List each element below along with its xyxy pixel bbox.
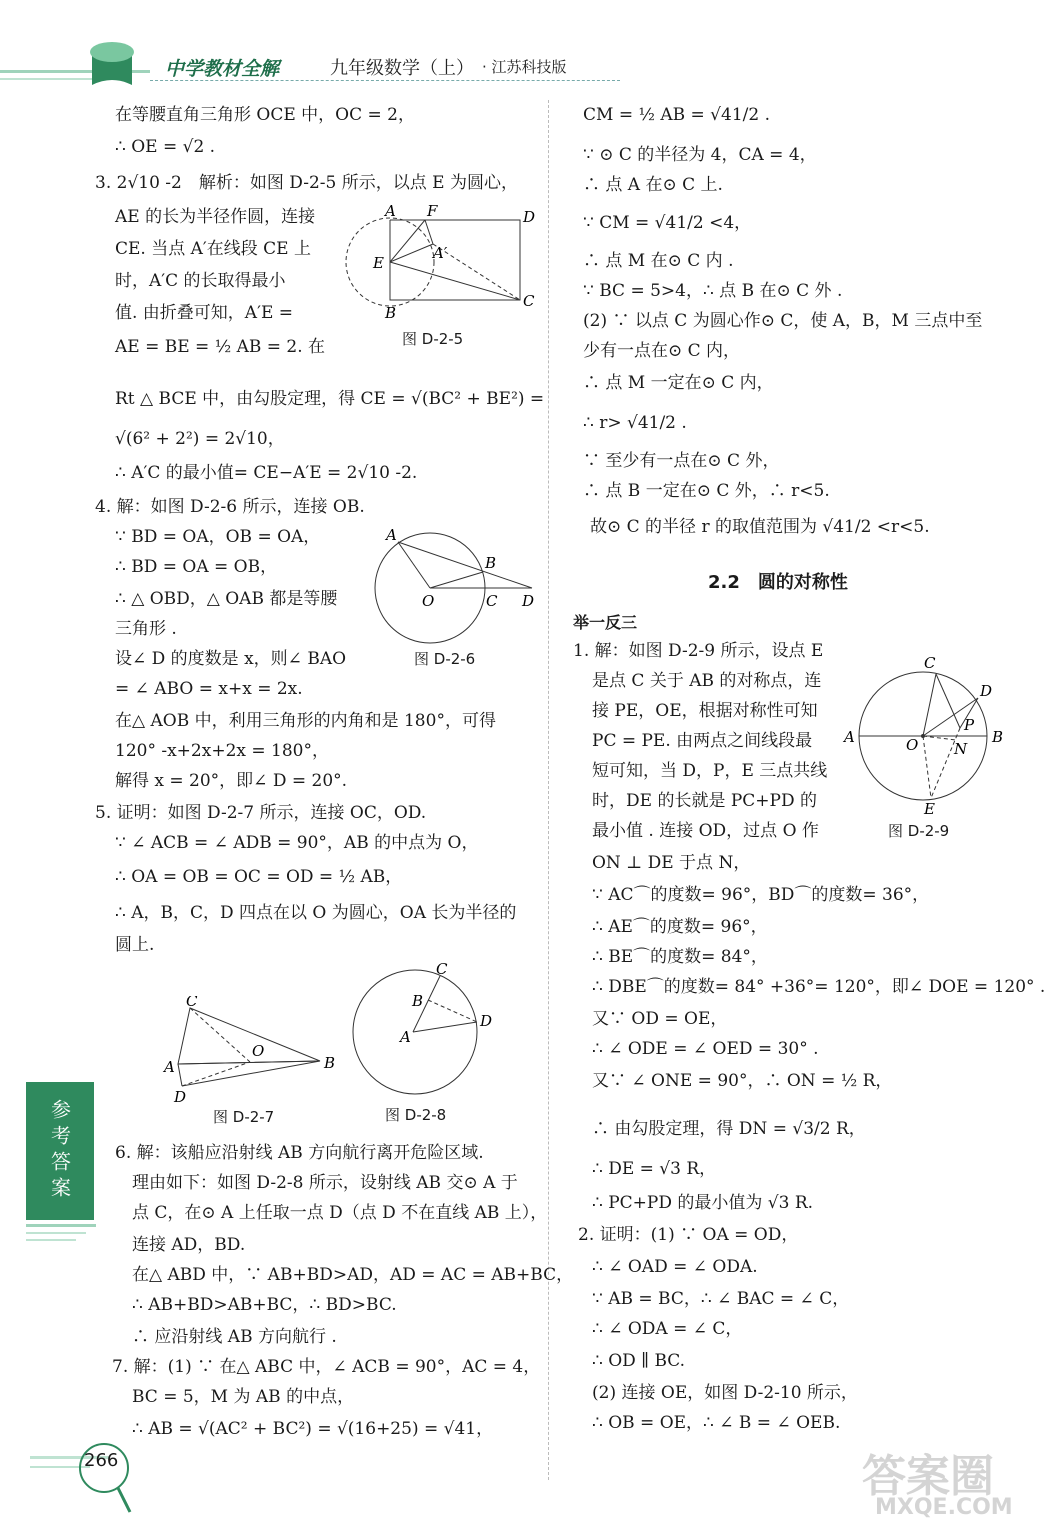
text-line: ∴ AE⌒的度数= 96°， [592,917,768,937]
text-line: 时，A′C 的长取得最小 [115,271,286,291]
fig-label: C [436,960,448,978]
text-line: 时，DE 的长就是 PC+PD 的 [592,791,818,811]
text-line: AE 的长为半径作圆，连接 [115,207,316,227]
figure-caption: 图 D-2-9 [888,822,950,840]
figure-caption: 图 D-2-7 [213,1108,275,1126]
fig-label: C [523,292,535,310]
page-number: 266 [84,1450,119,1471]
watermark-url: MXQE.COM [875,1495,1013,1520]
fig-label: O [252,1042,265,1060]
text-line: (2) ∵ 以点 C 为圆心作⊙ C，使 A，B，M 三点中至 [583,311,983,331]
text-line: 3. 2√10 -2 解析：如图 D-2-5 所示，以点 E 为圆心， [95,173,518,193]
side-tab-stripes-icon [26,1222,96,1246]
text-line: 7. 解：(1) ∵ 在△ ABC 中，∠ ACB = 90°，AC = 4， [112,1357,541,1377]
text-line: 故⊙ C 的半径 r 的取值范围为 √41/2 <r<5. [590,517,930,537]
figure-d-2-6 [370,520,545,650]
text-line: 解得 x = 20°，即∠ D = 20°. [115,771,348,791]
fig-label: A [400,1028,411,1046]
fig-label: B [324,1054,336,1072]
text-line: 圆上. [115,935,155,955]
header-rule [150,80,620,81]
side-tab-answers: 参考答案 [26,1082,94,1220]
text-line: 值. 由折叠可知，A′E = [115,303,294,323]
fig-label: F [427,202,438,220]
text-line: 理由如下：如图 D-2-8 所示，设射线 AB 交⊙ A 于 [132,1173,518,1193]
text-line: ∵ AB = BC，∴ ∠ BAC = ∠ C， [592,1289,850,1309]
text-line: ∴ OD ∥ BC. [592,1351,686,1371]
text-line: 最小值 . 连接 OD，过点 O 作 [592,821,819,841]
text-line: ∵ CM = √41/2 <4， [583,213,752,233]
text-line: 三角形 . [115,619,177,639]
text-line: Rt △ BCE 中，由勾股定理，得 CE = √(BC² + BE²) = [115,389,545,409]
fig-label: N [954,740,968,758]
edition-label: · 江苏科技版 [482,58,567,76]
fig-label: B [485,554,497,572]
fig-label: D [980,682,993,700]
text-line: ∵ BC = 5>4，∴ 点 B 在⊙ C 外 . [583,281,843,301]
text-line: = ∠ ABO = x+x = 2x. [115,679,303,699]
text-line: CE. 当点 A′在线段 CE 上 [115,239,311,259]
figure-d-2-7 [160,996,340,1106]
fig-label: E [924,800,935,818]
figure-d-2-9 [838,650,1038,820]
text-line: ∴ AB = √(AC² + BC²) = √(16+25) = √41， [132,1419,494,1439]
text-line: 6. 解：该船应沿射线 AB 方向航行离开危险区域. [115,1143,484,1163]
text-line: 4. 解：如图 D-2-6 所示，连接 OB. [95,497,365,517]
text-line: ∴ OE = √2 . [115,137,216,157]
text-line: 在△ AOB 中，利用三角形的内角和是 180°，可得 [115,711,496,731]
text-line: ∴ DBE⌒的度数= 84° +36°= 120°，即∠ DOE = 120° . [592,977,1046,997]
text-line: 又∵ OD = OE， [592,1009,728,1029]
fig-label: D [523,208,536,226]
watermark-logo: 答案圈 [862,1451,994,1502]
text-line: 5. 证明：如图 D-2-7 所示，连接 OC，OD. [95,803,427,823]
text-line: ∵ 至少有一点在⊙ C 外， [583,451,780,471]
fig-label: B [412,992,424,1010]
text-line: 点 C，在⊙ A 上任取一点 D（点 D 不在直线 AB 上）， [132,1203,548,1223]
sub-title: 举一反三 [573,613,638,632]
text-line: ∴ PC+PD 的最小值为 √3 R. [592,1193,814,1213]
text-line: PC = PE. 由两点之间线段最 [592,731,813,751]
text-line: ∴ r> √41/2 . [583,413,687,433]
text-line: 又∵ ∠ ONE = 90°，∴ ON = ½ R， [592,1071,893,1091]
figure-caption: 图 D-2-6 [414,650,476,668]
text-line: ∴ BD = OA = OB， [115,557,278,577]
text-line: BC = 5，M 为 AB 的中点， [132,1387,355,1407]
text-line: ∴ 点 M 一定在⊙ C 内， [583,373,774,393]
fig-label: O [906,736,919,754]
fig-label: A [385,202,396,220]
text-line: ∴ DE = √3 R， [592,1159,717,1179]
text-line: 是点 C 关于 AB 的对称点，连 [592,671,822,691]
text-line: ∴ △ OBD，△ OAB 都是等腰 [115,589,338,609]
text-line: ∴ ∠ ODA = ∠ C， [592,1319,743,1339]
fig-label: A [386,526,397,544]
text-line: ∴ OA = OB = OC = OD = ½ AB， [115,867,403,887]
figure-d-2-8 [350,960,520,1100]
figure-caption: 图 D-2-8 [385,1106,447,1124]
text-line: ∴ 点 B 一定在⊙ C 外，∴ r<5. [583,481,830,501]
text-line: √(6² + 2²) = 2√10， [115,429,285,449]
text-line: ∴ 应沿射线 AB 方向航行 . [132,1327,337,1347]
fig-label: B [992,728,1004,746]
fig-label: P [964,716,975,734]
subject-label: 九年级数学（上） [330,58,474,79]
text-line: ∴ AB+BD>AB+BC，∴ BD>BC. [132,1295,397,1315]
book-title: 中学教材全解 [165,58,280,80]
text-line: 连接 AD，BD. [132,1235,246,1255]
text-line: ∴ A′C 的最小值= CE−A′E = 2√10 -2. [115,463,418,483]
fig-label: A [164,1058,175,1076]
text-line: 接 PE，OE，根据对称性可知 [592,701,818,721]
text-line: ∴ 点 A 在⊙ C 上. [583,175,723,195]
fig-label: A′ [433,244,448,262]
page-header [0,0,1048,100]
text-line: ∴ BE⌒的度数= 84°， [592,947,768,967]
text-line: ∵ AC⌒的度数= 96°，BD⌒的度数= 36°， [592,885,930,905]
fig-label: D [480,1012,493,1030]
text-line: ON ⊥ DE 于点 N， [592,853,751,873]
fig-label: D [174,1088,187,1106]
fig-label: D [522,592,535,610]
text-line: 短可知，当 D，P，E 三点共线 [592,761,828,781]
text-line: ∴ ∠ OAD = ∠ ODA. [592,1257,758,1277]
text-line: ∵ ⊙ C 的半径为 4，CA = 4， [583,145,817,165]
text-line: ∴ A，B，C，D 四点在以 O 为圆心，OA 长为半径的 [115,903,517,923]
fig-label: B [385,304,397,322]
book-logo-icon [0,30,160,100]
text-line: 在等腰直角三角形 OCE 中，OC = 2， [115,105,415,125]
text-line: 设∠ D 的度数是 x，则∠ BAO [115,649,347,669]
text-line: AE = BE = ½ AB = 2. 在 [115,337,326,357]
text-line: ∵ ∠ ACB = ∠ ADB = 90°，AB 的中点为 O， [115,833,479,853]
fig-label: E [373,254,384,272]
text-line: ∴ 由勾股定理，得 DN = √3/2 R， [592,1119,866,1139]
text-line: (2) 连接 OE，如图 D-2-10 所示， [592,1383,858,1403]
section-title: 2.2 圆的对称性 [708,572,848,593]
fig-label: C [924,654,936,672]
figure-caption: 图 D-2-5 [402,330,464,348]
text-line: 在△ ABD 中，∵ AB+BD>AD，AD = AC = AB+BC， [132,1265,574,1285]
fig-label: A [844,728,855,746]
fig-label: C [486,592,498,610]
fig-label: C [186,996,198,1010]
fig-label: O [422,592,435,610]
text-line: ∵ BD = OA，OB = OA， [115,527,321,547]
text-line: 1. 解：如图 D-2-9 所示，设点 E [573,641,824,661]
text-line: 2. 证明：(1) ∵ OA = OD， [578,1225,799,1245]
text-line: ∴ ∠ ODE = ∠ OED = 30° . [592,1039,819,1059]
text-line: ∴ 点 M 在⊙ C 内 . [583,251,734,271]
figure-d-2-5 [345,200,545,330]
text-line: ∴ OB = OE，∴ ∠ B = ∠ OEB. [592,1413,841,1433]
text-line: 120° -x+2x+2x = 180°， [115,741,329,761]
text-line: CM = ½ AB = √41/2 . [583,105,770,125]
text-line: 少有一点在⊙ C 内， [583,341,741,361]
